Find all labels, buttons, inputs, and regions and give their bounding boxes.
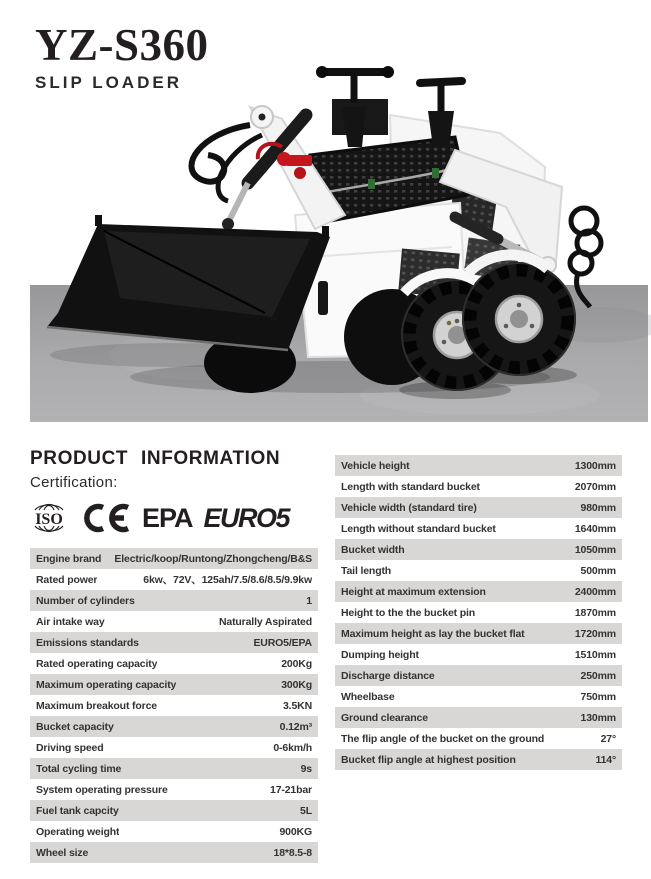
spec-row [30,758,318,779]
spec-value: 1720mm [574,627,616,640]
spec-value: 980mm [580,501,616,514]
spec-label: Bucket flip angle at highest position [341,753,516,766]
spec-row [335,665,622,686]
spec-value: 17-21bar [270,783,312,796]
iso-logo [30,500,68,536]
spec-label: Rated operating capacity [36,657,158,670]
dimension-spec-table [335,455,622,770]
spec-value: EURO5/EPA [253,636,312,649]
spec-value: 3.5KN [282,699,312,712]
spec-row [335,602,622,623]
spec-value: 6kw、72V、125ah/7.5/8.6/8.5/9.9kw [143,574,312,586]
spec-value: 900KG [279,825,312,838]
spec-label: Driving speed [36,741,104,754]
page-subtitle: SLIP LOADER [35,73,182,93]
spec-row [335,644,622,665]
iso-text: ISO [35,511,63,528]
spec-label: Operating weight [36,825,120,838]
spec-label: Dumping height [341,648,419,661]
spec-label: Wheel size [36,846,89,859]
spec-row [335,539,622,560]
spec-value: 1300mm [574,459,616,472]
spec-value: Naturally Aspirated [218,615,312,628]
spec-value: 5L [300,804,312,817]
spec-row [335,497,622,518]
spec-row [30,842,318,863]
spec-label: Air intake way [36,615,105,628]
loader-illustration [0,55,651,425]
header [35,22,209,93]
section-heading: PRODUCT INFORMATION [30,448,281,469]
spec-value: Electric/koop/Runtong/Zhongcheng/B&S [114,552,312,565]
spec-label: Maximum operating capacity [36,678,177,691]
spec-row [30,821,318,842]
spec-value: 750mm [580,690,616,703]
spec-value: 250mm [580,669,616,682]
spec-value: 1 [306,594,312,607]
spec-row [335,581,622,602]
step-handle [318,281,328,315]
spec-row [30,800,318,821]
spec-row [30,779,318,800]
spec-row [335,476,622,497]
spec-label: Bucket capacity [36,720,114,733]
spec-value: 27° [600,732,616,745]
spec-value: 130mm [580,711,616,724]
spec-row [30,632,318,653]
spec-label: Number of cylinders [36,594,135,607]
spec-value: 2400mm [574,585,616,598]
spec-label: Total cycling time [36,762,122,775]
spec-value: 0-6km/h [273,741,312,754]
spec-value: 1870mm [574,606,616,619]
spec-label: Height to the the bucket pin [341,606,476,619]
spec-row [335,749,622,770]
spec-label: Vehicle width (standard tire) [341,501,477,514]
product-photo [0,55,651,425]
page-title: YZ-S360 [35,20,209,70]
spec-label: Ground clearance [341,711,428,724]
spec-value: 9s [300,762,312,775]
certification-logos [30,499,318,537]
spec-value: 1050mm [574,543,616,556]
spec-label: Fuel tank capcity [36,804,119,817]
spec-label: Height at maximum extension [341,585,486,598]
spec-row [30,695,318,716]
spec-value: 1510mm [574,648,616,661]
spec-value: 500mm [580,564,616,577]
right-column [335,448,622,863]
certification-label: Certification: [30,474,118,491]
spec-row [335,623,622,644]
spec-label: Length with standard bucket [341,480,480,493]
spec-row [30,674,318,695]
spec-row [30,590,318,611]
spec-label: Tail length [341,564,392,577]
spec-row [335,707,622,728]
spec-row [30,737,318,758]
spec-row [335,728,622,749]
spec-value: 18*8.5-8 [273,846,312,859]
spec-label: Emissions standards [36,636,139,649]
spec-label: The flip angle of the bucket on the ground [341,732,545,745]
hydraulic-hoses [191,125,262,201]
spec-label: Maximum height as lay the bucket flat [341,627,525,640]
spec-label: Bucket width [341,543,405,556]
spec-row [335,560,622,581]
spec-row [335,686,622,707]
control-levers [316,66,462,147]
euro5-logo: EURO5 [203,502,290,533]
spec-label: Rated power [36,573,98,586]
spec-row [335,518,622,539]
epa-logo: EPA [142,502,193,533]
left-column [30,448,318,863]
spec-value: 1640mm [574,522,616,535]
spec-row [30,548,318,569]
engine-spec-table [30,548,318,863]
spec-label: Discharge distance [341,669,435,682]
ce-logo [79,502,131,534]
spec-label: Engine brand [36,552,102,565]
rear-wheel [462,262,576,376]
spec-label: Vehicle height [341,459,410,472]
spec-row [30,716,318,737]
spec-label: Maximum breakout force [36,699,157,712]
bucket [47,215,330,350]
spec-label: System operating pressure [36,783,168,796]
spec-row [30,569,318,590]
spec-label: Length without standard bucket [341,522,496,535]
spec-row [30,653,318,674]
spec-value: 2070mm [574,480,616,493]
spec-value: 200Kg [281,657,312,670]
spec-value: 114° [595,753,616,766]
spec-row [30,611,318,632]
spec-label: Wheelbase [341,690,395,703]
spec-value: 300Kg [281,678,312,691]
spec-value: 0.12m³ [279,720,312,733]
product-information-section [30,448,622,863]
spec-row [335,455,622,476]
